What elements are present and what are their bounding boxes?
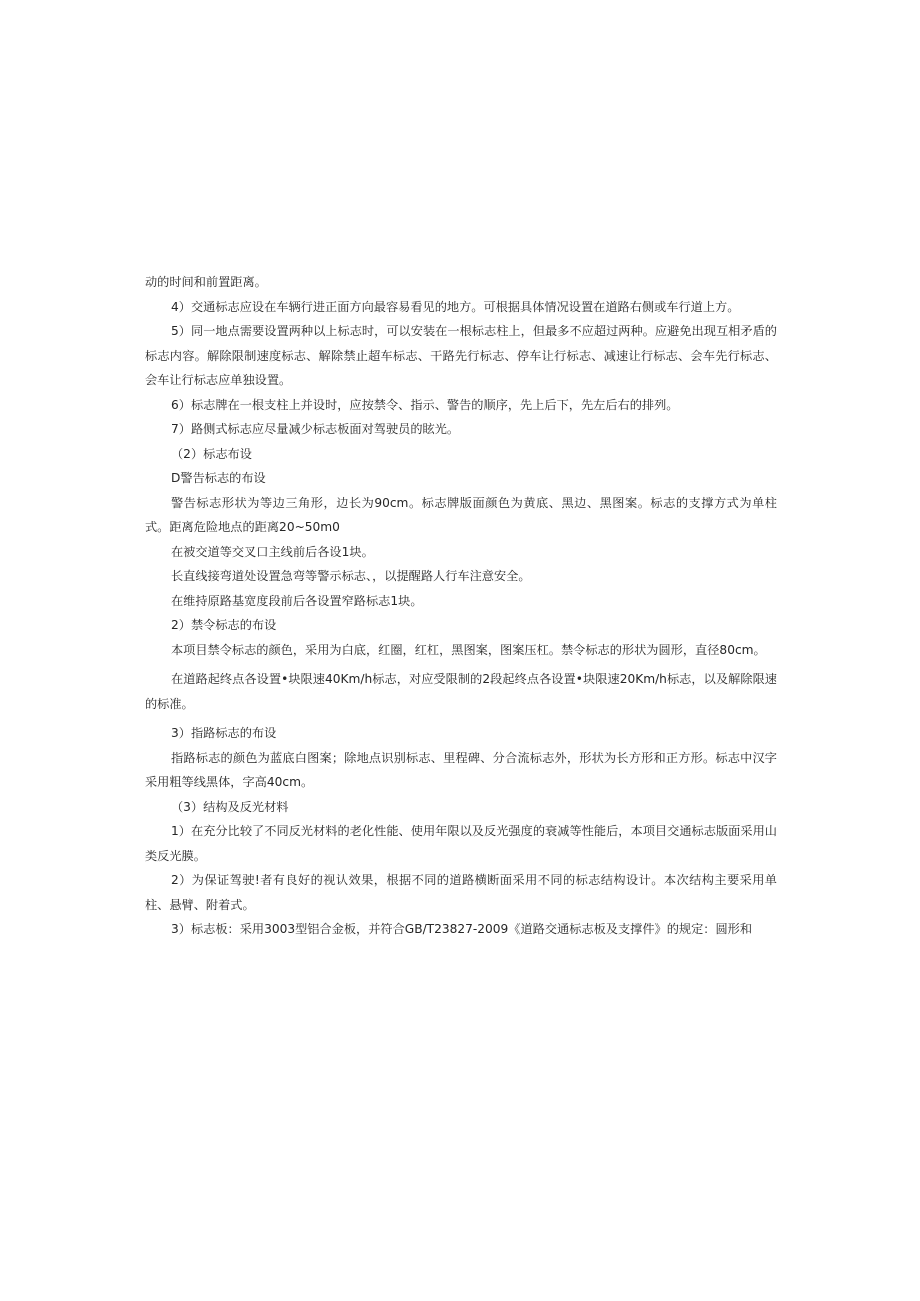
paragraph-item-5: 5）同一地点需要设置两种以上标志时，可以安装在一根标志柱上，但最多不应超过两种。应避免出现互相矛盾的标志内容。解除限制速度标志、解除禁止超车标志、干路先行标志、停车让行标志、减速让行标志、会车先行标志、会车让行标志应单独设置。 [145,324,777,387]
section-heading-sign-layout: （2）标志布设 [171,446,252,461]
paragraph-guide-colors: 指路标志的颜色为蓝底白图案；除地点识别标志、里程碑、分合流标志外，形状为长方形和正方形。标志中汉字采用粗等线黑体，字高40cm。 [145,750,777,789]
paragraph-sign-plate: 3）标志板：采用3003型铝合金板，并符合GB/T23827-2009《道路交通标志板及支撑件》的规定：圆形和 [171,922,753,936]
paragraph-warning-shape: 警告标志形状为等边三角形，边长为90cm。标志牌版面颜色为黄底、黑边、黑图案。标志的支撑方式为单柱式。距离危险地点的距离20~50m0 [145,495,777,534]
paragraph-item-4: 4）交通标志应设在车辆行进正面方向最容易看见的地方。可根据具体情况设置在道路右侧或车行道上方。 [171,299,740,314]
section-heading-structure-materials: （3）结构及反光材料 [171,799,289,814]
paragraph-item-7: 7）路侧式标志应尽量减少标志板面对驾驶员的眩光。 [171,422,460,436]
paragraph-curve-warning: 长直线接弯道处设置急弯等警示标志、，以提醒路人行车注意安全。 [171,569,531,583]
subheading-warning-signs: D警告标志的布设 [171,471,266,485]
paragraph-continuation: 动的时间和前置距离。 [145,275,267,289]
subheading-guide-signs: 3）指路标志的布设 [171,726,277,740]
document-body [145,270,777,942]
paragraph-item-6: 6）标志牌在一根支柱上并设时，应按禁令、指示、警告的顺序，先上后下，先左后右的排列。 [171,397,679,412]
paragraph-reflective-film: 1）在充分比较了不同反光材料的老化性能、使用年限以及反光强度的衰减等性能后，本项目交通标志版面采用山类反光膜。 [145,824,777,863]
paragraph-intersection: 在被交道等交叉口主线前后各设1块。 [171,544,374,559]
subheading-prohibition-signs: 2）禁令标志的布设 [171,618,277,632]
paragraph-structure-design: 2）为保证驾驶!者有良好的视认效果，根据不同的道路横断面采用不同的标志结构设计。本次结构主要采用单柱、悬臂、附着式。 [145,873,777,912]
paragraph-narrow-road: 在维持原路基宽度段前后各设置窄路标志1块。 [171,593,423,608]
paragraph-speed-limits: 在道路起终点各设置•块限速40Km/h标志，对应受限制的2段起终点各设置•块限速20Km/h标志，以及解除限速的标准。 [145,672,777,711]
paragraph-prohibition-colors: 本项目禁令标志的颜色，采用为白底，红圈，红杠，黑图案，图案压杠。禁令标志的形状为圆形，直径80cm。 [171,642,766,657]
